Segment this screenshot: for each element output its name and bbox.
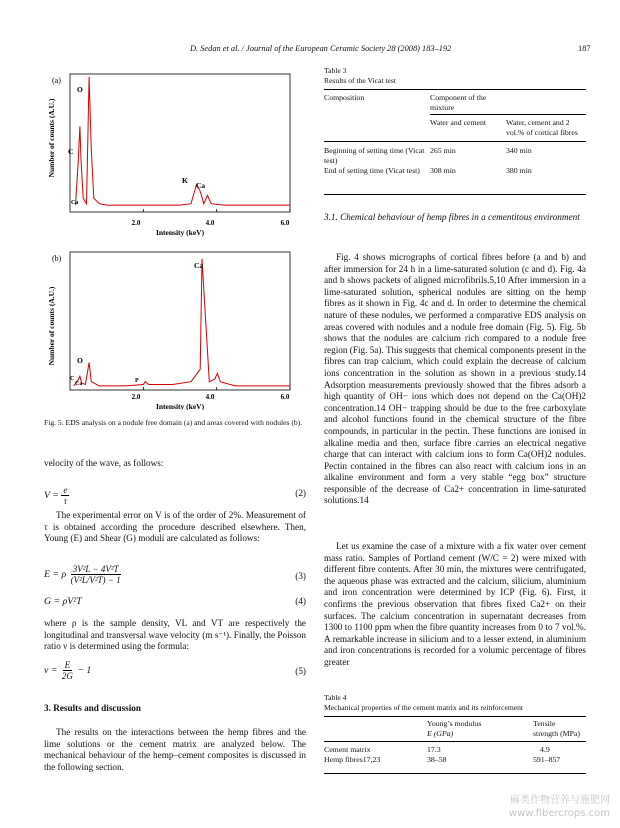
- subsection-3-1-heading: 3.1. Chemical behaviour of hemp fibres in a cementitous environment: [324, 212, 580, 222]
- eq3-denominator: (V²L/V²T) − 1: [70, 575, 121, 585]
- eq5-denominator: 2G: [61, 671, 73, 681]
- eq5-numerator: E: [64, 660, 71, 670]
- panel-b-peak-ca: Ca: [194, 261, 204, 270]
- table-4-title: Mechanical properties of the cement matrix and its reinforcement: [324, 703, 524, 712]
- panel-b-label: (b): [52, 254, 62, 263]
- table-3-row-2-b: 380 min: [506, 165, 532, 175]
- paragraph-chemical-behaviour: Fig. 4 shows micrographs of cortical fibres before (a and b) and after immersion for 24 h in a lime-saturated solution (c and d). Fig. 4a and b shows packets of aligned microfibrils.5,10 After immersion in a lime-saturated solution, spherical nodules are sitting on the hemp fibres as it shown in Fig. 4c and d. In order to determine the chemical nature of these nodules, we performed a comparative EDS analysis on areas covered with nodules and a nodule free domain (Fig. 5). Fig. 5b shows that the nodules are calcium rich compared to a nodule free region (Fig. 5a). This suggests that chemical components present in the fibres can trap calcium, which could explain the decrease of calcium ions concentration in the solution as shown in a previous study.14 Adsorption measurements previously showed that the fibres adsorb a high quantity of OH− ions which does not depend on the Ca(OH)2 concentration.14 OH− trapping should be due to the free carboxylate and alcohol functions found in the chemical structure of the fibre compounds, in particular in the pectin. These functions are ionised in alkaline media and then, surface fibre carries an electrical negative charge that can interact with calcium ions to form Ca(OH)2 nodules. Pectin contained in the fibres can also react with calcium ions in an alkaline environment and form a very stable “egg box” structure responsible of the decrease of Ca2+ concentration in lime-saturated solutions.14: [324, 252, 586, 506]
- panel-b-xlabel: Intensity (keV): [155, 402, 205, 410]
- table-3-row-1-b: 340 min: [506, 146, 532, 156]
- panel-b-peak-c: C: [70, 376, 75, 382]
- table-3-header-component: Component of the mixture: [430, 93, 487, 112]
- table-3-header-composition: Composition: [324, 93, 365, 102]
- table-4-header-tensile: Tensile: [533, 719, 556, 728]
- eq2-tag: (2): [295, 488, 306, 498]
- table-3-title: Results of the Vicat test: [324, 76, 396, 85]
- eq5-tag: (5): [295, 666, 306, 676]
- table-3-top-rule: [324, 89, 586, 90]
- panel-a-axes: [70, 74, 290, 212]
- table-3: [324, 93, 586, 175]
- eq3-numerator: 3V²L − 4V²T: [72, 564, 119, 574]
- paragraph-measurement: The experimental error on V is of the order of 2%. Measurement of τ is obtained according the procedure described elsewhere. Then, Young (E) and Shear (G) moduli are calculated as follows:: [44, 510, 306, 544]
- panel-b-xtick-2: 2.0: [131, 393, 141, 401]
- panel-a-xtick-2: 2.0: [131, 219, 141, 227]
- eq3-lhs: E = ρ: [44, 568, 67, 580]
- table-4-bottom-rule: [324, 773, 586, 774]
- paragraph-results-intro: The results on the interactions between the hemp fibres and the lime solutions or the cement matrix are analyzed below. The mechanical behaviour of the hemp–cement composites is discussed in the following section.: [44, 727, 306, 772]
- equation-4: [44, 596, 306, 610]
- equation-5: [44, 658, 306, 684]
- table-3-label: Table 3: [324, 66, 347, 75]
- table-4-row-2-name: Hemp fibres17,23: [324, 754, 381, 764]
- table-4-row-2-s: 591–857: [533, 754, 561, 764]
- table-4-label: Table 4: [324, 693, 347, 702]
- panel-b-axes: [70, 252, 290, 390]
- section-3-heading: 3. Results and discussion: [44, 703, 142, 713]
- panel-b-peak-p: P: [135, 378, 139, 384]
- table-3-row-2-a: 308 min: [430, 165, 456, 175]
- panel-a-xtick-4: 4.0: [205, 219, 215, 227]
- panel-b-peak-ca-small: Ca: [75, 381, 83, 387]
- eq2-numerator: e: [63, 485, 68, 495]
- table-4-row-1-e: 17.3: [427, 745, 441, 755]
- table-3-row-2-name: End of setting time (Vicat test): [324, 165, 420, 175]
- equation-2: [44, 480, 306, 504]
- table-4-mid-rule: [324, 741, 586, 742]
- table-4-row-1-s: 4.9: [540, 745, 550, 755]
- panel-b-xtick-4: 4.0: [205, 393, 215, 401]
- panel-a-peak-c: C: [68, 147, 74, 156]
- panel-a-xtick-6: 6.0: [280, 219, 290, 227]
- table-3-sub-rule: [430, 114, 586, 115]
- panel-b-peak-o: O: [77, 356, 83, 365]
- table-4-row-1-name: Cement matrix: [324, 745, 371, 755]
- table-3-row-1-a: 265 min: [430, 146, 456, 156]
- equation-3: [44, 559, 306, 589]
- paragraph-cement-mixture: Let us examine the case of a mixture with a fix water over cement mass ratio. Samples of Portland cement (W/C = 2) were mixed with different fibre contents. After 30 min, the mixtures were centrifugated, the aqueous phase was extracted and the calcium, silicium, aluminium and iron concentration were determined by ICP (Fig. 6). First, it confirms the previous observation that fibres fixed Ca2+ on their surfaces. The calcium concentration in supernatant decreases from 1300 to 1100 ppm when the fibre quantity increases from 0 to 7 vol.%. A remarkable increase in silicium and to a lesser extend, in aluminium and iron concentrations is recorded for a volumic percentage of fibres greater: [324, 541, 586, 667]
- eq2-lhs: V =: [44, 489, 59, 501]
- eq3-tag: (3): [295, 571, 306, 581]
- left-column: [44, 62, 306, 772]
- eq4-formula: G = ρV²T: [44, 596, 82, 607]
- panel-b-xtick-6: 6.0: [280, 393, 290, 401]
- watermark: [509, 794, 610, 820]
- table-row: [324, 146, 586, 165]
- panel-a-plot: [76, 77, 291, 212]
- table-4-header-young-unit: E (GPa): [427, 728, 454, 738]
- paragraph-where: where ρ is the sample density, VL and VT are respectively the longitudinal and transversal wave velocity (m s⁻¹). Finally, the Poisson ratio ν is determined using the formula:: [44, 618, 306, 652]
- panel-a-peak-ca: Ca: [196, 181, 206, 190]
- table-4-top-rule: [324, 716, 586, 717]
- table-4-row-2-e: 38–58: [427, 754, 447, 764]
- panel-b-ylabel: Number of counts (A.U.): [47, 286, 56, 366]
- eq5-lhs: ν =: [44, 664, 58, 676]
- watermark-line-2: www.fibercrops.com: [508, 808, 610, 819]
- table-4: [324, 719, 586, 764]
- intro-text: velocity of the wave, as follows:: [44, 458, 164, 468]
- table-3-row-1-name: Beginning of setting time (Vicat test): [324, 146, 425, 165]
- table-row: [324, 755, 586, 765]
- running-title: D. Sedan et al. / Journal of the European Ceramic Society 28 (2008) 183–192: [190, 44, 452, 53]
- table-3-header-water-cement-fibres: Water, cement and 2 vol.% of cortical fibres: [506, 118, 578, 137]
- table-4-header-young: Young’s modulus: [427, 719, 482, 728]
- table-row: [324, 745, 586, 755]
- figure-5: [44, 62, 306, 410]
- panel-a-xlabel: Intensity (keV): [155, 228, 205, 237]
- panel-b-plot: [74, 259, 290, 390]
- page-number: 187: [578, 44, 591, 53]
- figure-5-caption: Fig. 5. EDS analysis on a nodule free domain (a) and areas covered with nodules (b).: [44, 418, 303, 427]
- eq5-rest: − 1: [77, 664, 92, 676]
- watermark-line-1: 麻类作物营养与施肥网: [510, 795, 610, 806]
- panel-a-peak-k: K: [182, 176, 188, 185]
- table-3-bottom-rule: [324, 194, 586, 195]
- table-row: [324, 166, 586, 176]
- panel-a-ylabel: Number of counts (A.U.): [47, 98, 56, 178]
- table-4-header-tensile-unit: strength (MPa): [533, 728, 580, 738]
- table-3-header-water-cement: Water and cement: [430, 118, 487, 128]
- panel-a-peak-ca-small: Ca: [71, 200, 79, 206]
- eq2-denominator: τ: [63, 496, 67, 506]
- panel-a-peak-o: O: [77, 85, 83, 94]
- spectrum-line: [76, 77, 291, 205]
- panel-a-label: (a): [52, 76, 61, 85]
- spectrum-line: [74, 259, 290, 386]
- table-3-mid-rule: [324, 141, 586, 142]
- eq4-tag: (4): [295, 596, 306, 606]
